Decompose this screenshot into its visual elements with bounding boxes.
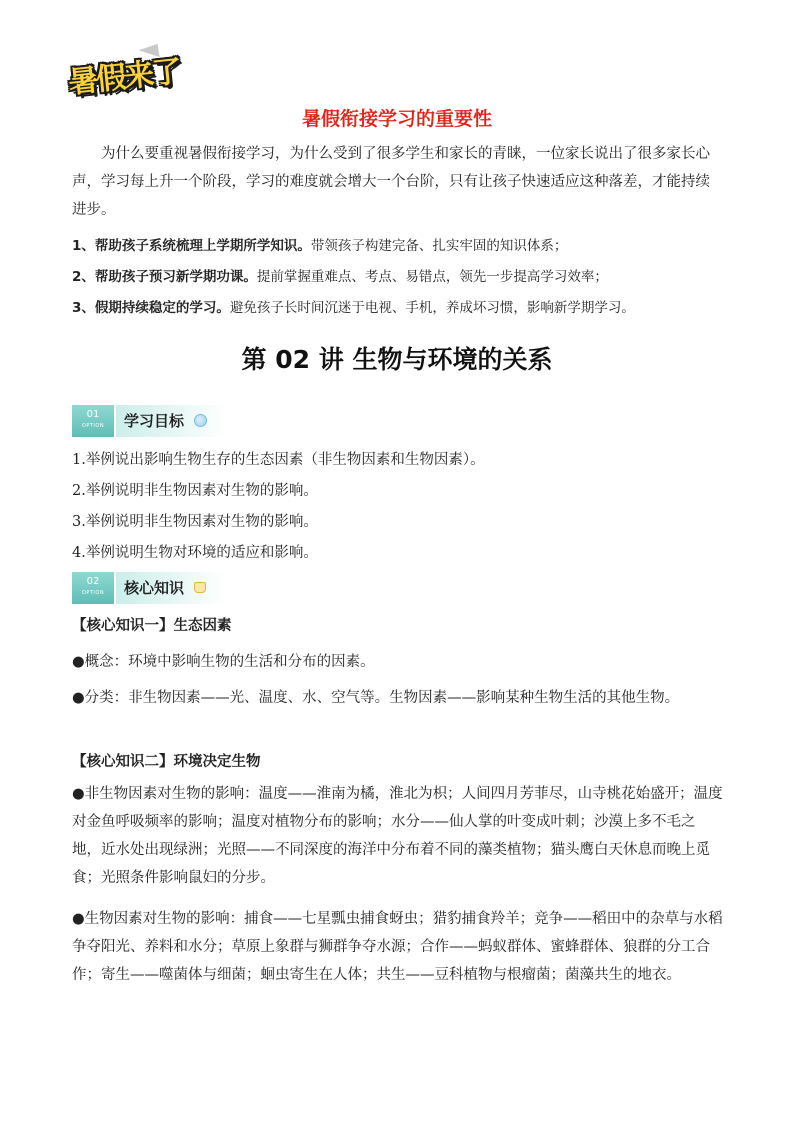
knowledge-1-heading-text: 【核心知识一】生态因素 [72, 618, 232, 634]
knowledge-2-heading [72, 748, 724, 776]
point-1-text: 带领孩子构建完备、扎实牢固的知识体系； [310, 238, 568, 254]
knowledge-1-classify: ●分类：非生物因素——光、温度、水、空气等。生物因素——影响某种生物生活的其他生物。 [72, 690, 680, 706]
goal-item-3: 3.举例说明非生物因素对生物的影响。 [72, 514, 318, 530]
globe-icon [194, 414, 207, 427]
point-2-text: 提前掌握重难点、考点、易错点，领先一步提高学习效率； [256, 269, 608, 285]
point-3-text: 避免孩子长时间沉迷于电视、手机，养成坏习惯，影响新学期学习。 [229, 300, 635, 316]
knowledge-2-abiotic: ●非生物因素对生物的影响：温度——淮南为橘，淮北为枳；人间四月芳菲尽，山寺桃花始盛开；温度对金鱼呼吸频率的影响；温度对植物分布的影响；水分——仙人掌的叶变成叶刺；沙漠上多不毛之地，近水处出现绿洲；光照——不同深度的海洋中分布着不同的藻类植物；猫头鹰白天休息而晚上觅食；光照条件影响鼠妇的分步。 [72, 786, 723, 886]
goal-item-4: 4.举例说明生物对环境的适应和影响。 [72, 545, 318, 561]
section-number: 02 [86, 576, 100, 587]
knowledge-1-concept: ●概念：环境中影响生物的生活和分布的因素。 [72, 654, 375, 670]
point-1-num: 1、 [72, 238, 95, 254]
knowledge-1-heading [72, 612, 724, 640]
section-label: 核心知识 [116, 572, 228, 604]
lecture-title: 第 02 讲 生物与环境的关系 [241, 345, 553, 374]
section-label: 学习目标 [116, 405, 228, 437]
knowledge-2-heading-text: 【核心知识二】环境决定生物 [72, 754, 261, 770]
section-number-box [72, 572, 114, 604]
section-badge-knowledge [72, 572, 232, 604]
point-1 [72, 236, 732, 256]
point-1-bold: 帮助孩子系统梳理上学期所学知识。 [94, 238, 311, 254]
section-option: OPTION [81, 590, 105, 596]
section-badge-goals [72, 405, 232, 437]
intro-paragraph: 为什么要重视暑假衔接学习，为什么受到了很多学生和家长的青睐，一位家长说出了很多家长心声，学习每上升一个阶段，学习的难度就会增大一个台阶，只有让孩子快速适应这种落差，才能持续进步。 [72, 146, 710, 218]
logo-text: 暑假来了 [66, 54, 182, 101]
point-2-num: 2、 [72, 269, 95, 285]
point-3-num: 3、 [72, 300, 95, 316]
knowledge-2-biotic: ●生物因素对生物的影响：捕食——七星瓢虫捕食蚜虫；猎豹捕食羚羊；竞争——稻田中的杂草与水稻争夺阳光、养料和水分；草原上象群与狮群争夺水源；合作——蚂蚁群体、蜜蜂群体、狼群的分工合作；寄生——噬菌体与细菌；蛔虫寄生在人体；共生——豆科植物与根瘤菌；菌藻共生的地衣。 [72, 911, 723, 983]
cup-icon [194, 582, 206, 593]
goal-item-2: 2.举例说明非生物因素对生物的影响。 [72, 483, 318, 499]
point-2 [72, 267, 732, 287]
section-option: OPTION [81, 423, 105, 429]
document-title: 暑假衔接学习的重要性 [301, 108, 492, 130]
section-number: 01 [86, 409, 100, 420]
section-number-box [72, 405, 114, 437]
point-3-bold: 假期持续稳定的学习。 [94, 300, 230, 316]
point-2-bold: 帮助孩子预习新学期功课。 [94, 269, 257, 285]
summer-logo [64, 42, 188, 108]
point-3 [72, 298, 732, 318]
goal-item-1: 1.举例说出影响生物生存的生态因素（非生物因素和生物因素）。 [72, 452, 485, 468]
